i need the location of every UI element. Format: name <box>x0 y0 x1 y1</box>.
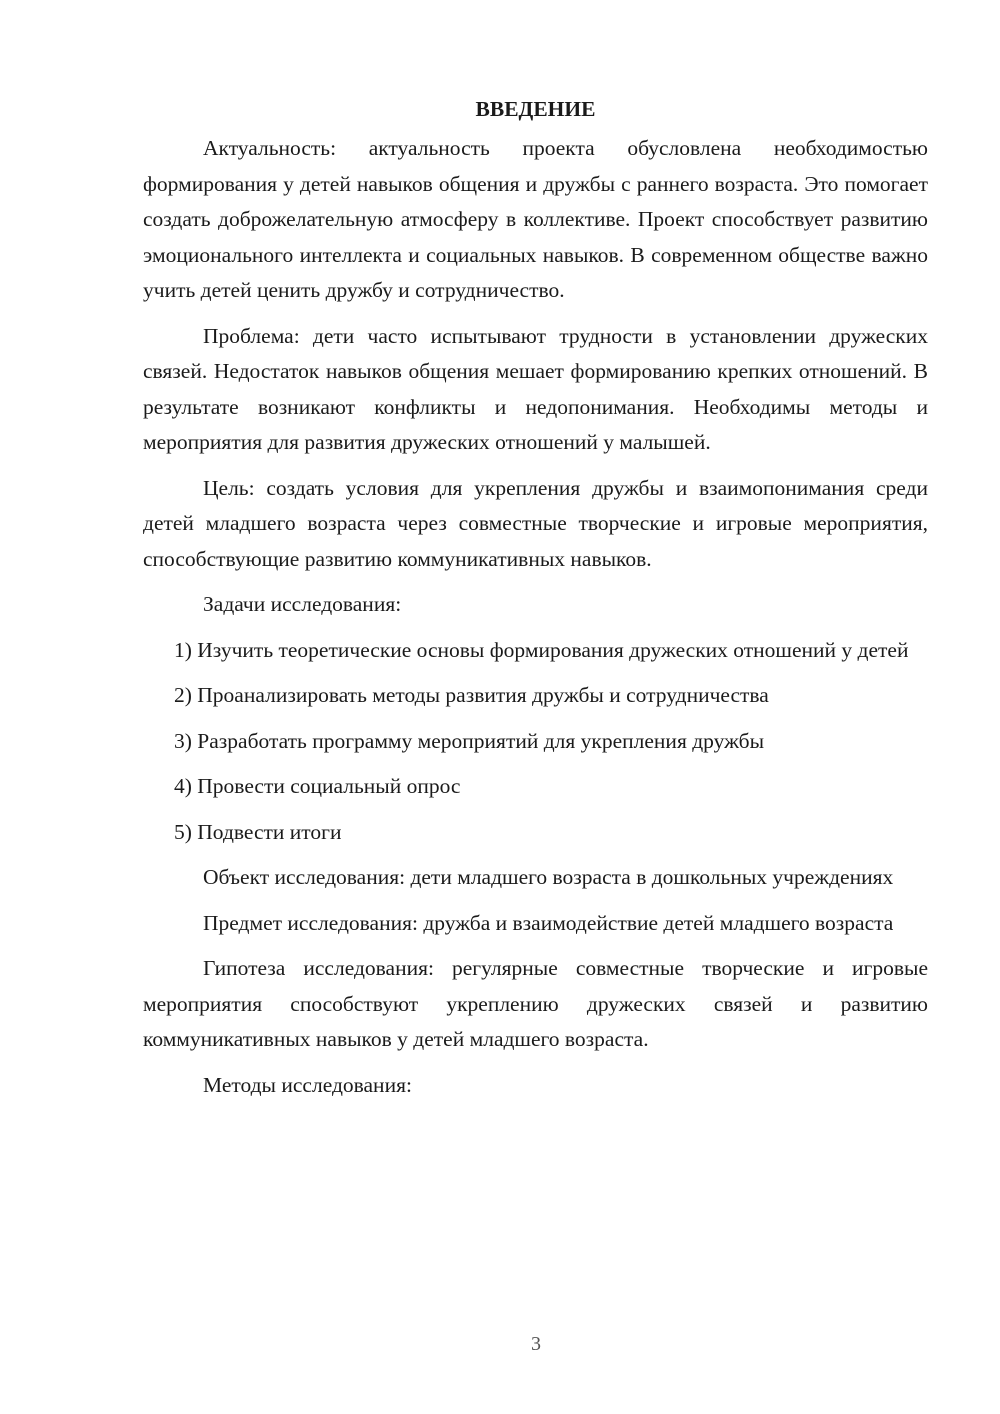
task-item-3: 3) Разработать программу мероприятий для укрепления дружбы <box>174 728 765 753</box>
tasks-heading: Задачи исследования: <box>203 592 402 616</box>
hypothesis-paragraph: Гипотеза исследования: регулярные совместные творческие и игровые мероприятия способствуют укреплению дружеских связей и развитию коммуникативных навыков у детей младшего возраста. <box>143 956 928 1051</box>
goal-paragraph: Цель: создать условия для укрепления дружбы и взаимопонимания среди детей младшего возраста через совместные творческие и игровые мероприятия, способствующие развитию коммуникативных навыков. <box>143 475 928 571</box>
section-heading: ВВЕДЕНИЕ <box>475 97 596 121</box>
methods-heading: Методы исследования: <box>203 1072 412 1097</box>
problem-paragraph: Проблема: дети часто испытывают трудности в установлении дружеских связей. Недостаток навыков общения мешает формированию крепких отношений. В результате возникают конфликты и недопонимания. Необходимы методы и мероприятия для развития дружеских отношений у малышей. <box>143 323 928 454</box>
task-item-1: 1) Изучить теоретические основы формирования дружеских отношений у детей <box>174 637 909 662</box>
page-number: 3 <box>531 1333 541 1355</box>
task-item-5: 5) Подвести итоги <box>174 819 342 844</box>
task-item-2: 2) Проанализировать методы развития дружбы и сотрудничества <box>174 683 769 707</box>
task-item-4: 4) Провести социальный опрос <box>174 774 461 798</box>
object-paragraph: Объект исследования: дети младшего возраста в дошкольных учреждениях <box>203 865 894 889</box>
document-page <box>143 90 928 1103</box>
relevance-paragraph: Актуальность: актуальность проекта обусловлена необходимостью формирования у детей навыков общения и дружбы с раннего возраста. Это помогает создать доброжелательную атмосферу в коллективе. Проект способствует развитию эмоционального интеллекта и социальных навыков. В современном обществе важно учить детей ценить дружбу и сотрудничество. <box>143 136 928 302</box>
subject-paragraph: Предмет исследования: дружба и взаимодействие детей младшего возраста <box>203 910 894 935</box>
